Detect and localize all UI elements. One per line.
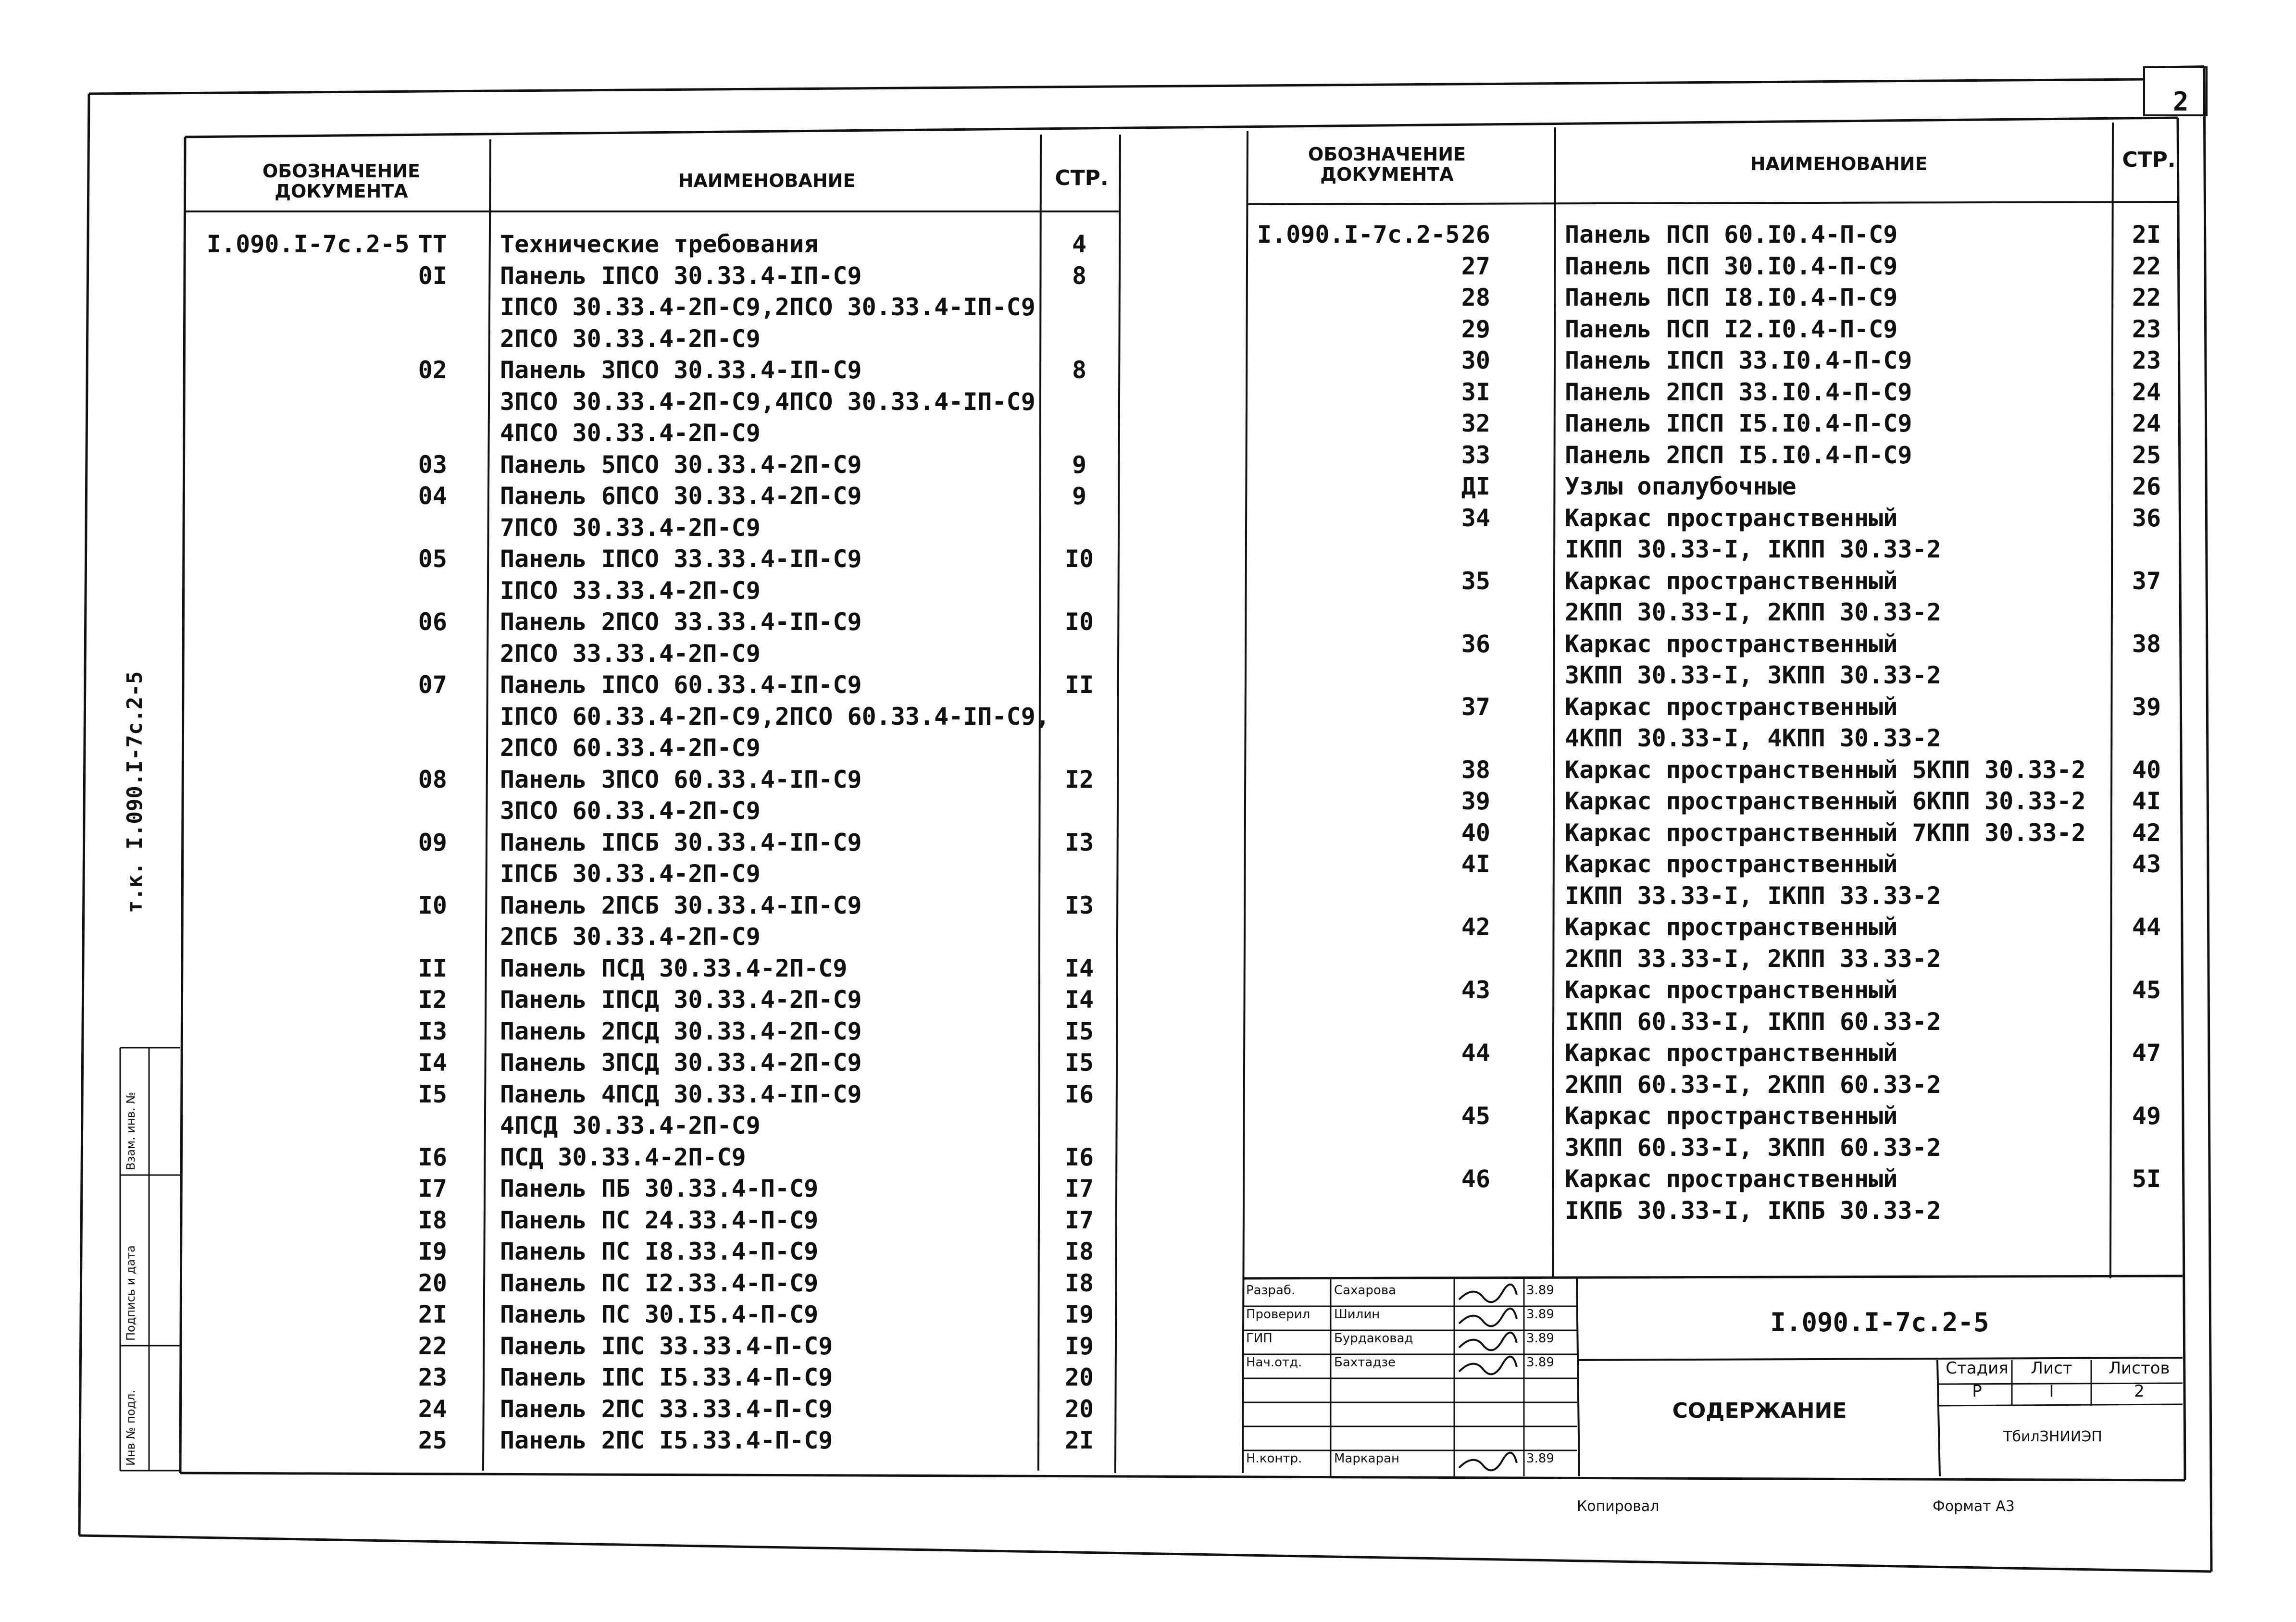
tb-role: ГИП [1246, 1331, 1273, 1346]
frame-line [2204, 66, 2211, 1572]
row-page: 8 [1072, 356, 1087, 384]
row-page: I9 [1064, 1300, 1094, 1328]
row-name: Панель 2ПСП I5.I0.4-П-С9 [1565, 441, 1912, 469]
row-page: 49 [2132, 1102, 2161, 1130]
row-page: 9 [1072, 450, 1087, 479]
row-name: Панель IПС 33.33.4-П-С9 [500, 1332, 833, 1360]
title-block-designation: I.090.I-7с.2-5 [1770, 1307, 1989, 1337]
row-name: 4ПСО 30.33.4-2П-С9 [500, 419, 761, 447]
row-name: Панель ПБ 30.33.4-П-С9 [500, 1175, 819, 1202]
row-code: I9 [418, 1238, 447, 1265]
row-code: I5 [418, 1080, 447, 1108]
row-page: 22 [2132, 284, 2161, 311]
frame-line [1577, 1278, 1579, 1476]
row-page: 20 [1064, 1395, 1094, 1423]
row-page: 22 [2132, 252, 2161, 280]
row-name: Панель 2ПС 33.33.4-П-С9 [500, 1395, 833, 1423]
row-page: I8 [1064, 1269, 1094, 1297]
row-page: I0 [1064, 608, 1094, 636]
row-code: ТТ [418, 230, 447, 258]
right-header-code: ОБОЗНАЧЕНИЕ ДОКУМЕНТА [1308, 144, 1466, 185]
frame-line [180, 1473, 2185, 1480]
frame-line [1038, 135, 1041, 1471]
row-code: 09 [418, 828, 447, 856]
row-code: 39 [1461, 787, 1490, 815]
row-code: 43 [1461, 976, 1490, 1004]
row-code: I6 [418, 1143, 447, 1171]
row-code: 08 [418, 765, 447, 793]
row-name: Панель 6ПСО 30.33.4-2П-С9 [500, 482, 862, 510]
row-name: Панель IПСБ 30.33.4-IП-С9 [500, 828, 862, 856]
row-name: 2КПП 33.33-I, 2КПП 33.33-2 [1565, 944, 1941, 973]
row-name: IПСО 60.33.4-2П-С9,2ПСО 60.33.4-IП-С9, [500, 702, 1050, 731]
row-code: 42 [1461, 913, 1490, 941]
row-code: 05 [418, 545, 447, 573]
frame-line [1243, 1276, 2183, 1278]
row-page: 9 [1072, 482, 1087, 510]
row-code: 03 [418, 450, 447, 479]
row-page: 5I [2132, 1165, 2161, 1193]
row-page: I6 [1064, 1080, 1094, 1108]
row-name: 2ПСО 30.33.4-2П-С9 [500, 324, 761, 353]
row-name: 3ПСО 60.33.4-2П-С9 [500, 797, 761, 825]
row-page: 43 [2132, 850, 2161, 878]
tb-name: Бурдаковад [1334, 1331, 1413, 1346]
row-name: Панель ПСП 30.I0.4-П-С9 [1565, 252, 1898, 280]
frame-line [180, 137, 185, 1473]
left-doc-code: I.090.I-7с.2-5 [207, 230, 410, 258]
row-page: 23 [2132, 347, 2161, 374]
stage-label: Стадия [1946, 1359, 2009, 1378]
footer-copied: Копировал [1577, 1498, 1660, 1515]
row-name: Каркас пространственный [1565, 630, 1898, 658]
row-name: Панель 3ПСО 60.33.4-IП-С9 [500, 765, 862, 793]
side-box-label: Взам. инв. № [124, 1092, 137, 1170]
row-name: Панель IПСО 33.33.4-IП-С9 [500, 545, 862, 573]
row-page: 24 [2132, 409, 2161, 437]
tb-name: Бахтадзе [1334, 1355, 1396, 1370]
row-page: I4 [1064, 986, 1094, 1014]
row-page: 20 [1064, 1363, 1094, 1391]
right-doc-code: I.090.I-7с.2-5 [1257, 221, 1460, 248]
row-code: 22 [418, 1332, 447, 1360]
title-block-title: СОДЕРЖАНИЕ [1672, 1399, 1847, 1423]
row-name: Каркас пространственный [1565, 693, 1898, 721]
tb-date: 3.89 [1526, 1451, 1554, 1466]
row-page: 4I [2132, 787, 2161, 815]
frame-line [1243, 131, 1248, 1473]
tb-role: Н.контр. [1246, 1451, 1302, 1466]
frame-line [79, 94, 89, 1535]
row-code: 23 [418, 1363, 447, 1391]
row-name: Панель 2ПС I5.33.4-П-С9 [500, 1426, 833, 1454]
sheets-value: 2 [2134, 1382, 2145, 1401]
row-page: 45 [2132, 976, 2161, 1004]
row-code: 04 [418, 482, 447, 510]
frame-line [185, 118, 2178, 137]
row-code: 02 [418, 356, 447, 384]
row-page: I3 [1064, 828, 1094, 856]
left-header-name: НАИМЕНОВАНИЕ [678, 170, 856, 191]
row-code: 27 [1461, 252, 1490, 280]
tb-role: Разраб. [1246, 1283, 1296, 1298]
row-name: Панель 2ПСП 33.I0.4-П-С9 [1565, 378, 1912, 406]
row-page: I3 [1064, 891, 1094, 919]
tb-date: 3.89 [1526, 1283, 1554, 1298]
frame-line [79, 1535, 2211, 1572]
side-label: т.к. I.090.I-7с.2-5 [123, 671, 147, 913]
row-code: II [418, 954, 447, 982]
row-page: 26 [2132, 472, 2161, 500]
row-name: ПСД 30.33.4-2П-С9 [500, 1143, 746, 1171]
row-name: Панель IПСП I5.I0.4-П-С9 [1565, 409, 1912, 437]
row-code: 29 [1461, 315, 1490, 343]
row-name: 3КПП 60.33-I, 3КПП 60.33-2 [1565, 1133, 1941, 1162]
row-name: Каркас пространственный 6КПП 30.33-2 [1565, 787, 2086, 815]
row-code: 24 [418, 1395, 447, 1423]
row-code: 32 [1461, 409, 1490, 437]
footer-format: Формат А3 [1933, 1498, 2015, 1515]
row-name: Панель 5ПСО 30.33.4-2П-С9 [500, 450, 862, 479]
frame-line [1248, 202, 2178, 204]
row-code: I8 [418, 1206, 447, 1234]
row-page: I8 [1064, 1238, 1094, 1265]
row-name: Панель IПС I5.33.4-П-С9 [500, 1363, 833, 1391]
right-header-page: СТР. [2122, 148, 2176, 172]
row-code: 2I [418, 1300, 447, 1328]
right-header-name: НАИМЕНОВАНИЕ [1750, 153, 1928, 174]
signature-mark [1459, 1285, 1517, 1302]
row-code: 30 [1461, 347, 1490, 374]
row-code: I7 [418, 1175, 447, 1202]
frame-line [1553, 127, 1555, 1278]
row-page: 2I [2132, 221, 2161, 248]
row-page: 25 [2132, 441, 2161, 469]
side-box-label: Инв № подл. [124, 1390, 137, 1466]
row-name: IКПП 33.33-I, IКПП 33.33-2 [1565, 881, 1941, 910]
row-code: 33 [1461, 441, 1490, 469]
row-code: 38 [1461, 755, 1490, 784]
row-name: Каркас пространственный [1565, 504, 1898, 532]
row-page: 23 [2132, 315, 2161, 343]
row-code: 06 [418, 608, 447, 636]
row-name: IКПП 60.33-I, IКПП 60.33-2 [1565, 1007, 1941, 1036]
row-name: Каркас пространственный [1565, 1165, 1898, 1193]
row-page: 40 [2132, 755, 2161, 784]
frame-line [1115, 135, 1120, 1473]
tb-role: Нач.отд. [1246, 1355, 1302, 1370]
frame-line [483, 139, 490, 1471]
tb-name: Сахарова [1334, 1283, 1397, 1298]
row-name: Каркас пространственный 5КПП 30.33-2 [1565, 755, 2086, 784]
row-name: 4ПСД 30.33.4-2П-С9 [500, 1112, 761, 1139]
row-name: 2КПП 30.33-I, 2КПП 30.33-2 [1565, 598, 1941, 626]
tb-date: 3.89 [1526, 1355, 1554, 1370]
row-code: I2 [418, 986, 447, 1014]
stage-value: Р [1972, 1382, 1982, 1401]
row-page: 39 [2132, 693, 2161, 721]
row-page: 24 [2132, 378, 2161, 406]
row-code: 34 [1461, 504, 1490, 532]
row-code: 28 [1461, 284, 1490, 311]
row-name: IПСБ 30.33.4-2П-С9 [500, 860, 761, 888]
row-name: Панель 4ПСД 30.33.4-IП-С9 [500, 1080, 862, 1108]
frame-line [89, 79, 2144, 94]
row-code: 26 [1461, 221, 1490, 248]
row-name: Каркас пространственный [1565, 913, 1898, 941]
row-name: Панель IПСО 30.33.4-IП-С9 [500, 261, 862, 290]
row-code: I4 [418, 1049, 447, 1077]
row-name: 2ПСО 60.33.4-2П-С9 [500, 734, 761, 762]
row-code: 25 [418, 1426, 447, 1454]
row-name: Панель IПСД 30.33.4-2П-С9 [500, 986, 862, 1014]
row-page: I5 [1064, 1017, 1094, 1045]
row-code: 4I [1461, 850, 1490, 878]
sheet-number: 2 [2173, 87, 2189, 117]
row-name: Панель ПС 30.I5.4-П-С9 [500, 1300, 819, 1328]
row-page: I9 [1064, 1332, 1094, 1360]
row-name: 3КПП 30.33-I, 3КПП 30.33-2 [1565, 661, 1941, 689]
row-name: Панель IПСО 60.33.4-IП-С9 [500, 671, 862, 699]
row-code: 0I [418, 261, 447, 290]
row-page: II [1064, 671, 1094, 699]
side-box-label: Подпись и дата [124, 1245, 137, 1341]
row-name: IКПБ 30.33-I, IКПБ 30.33-2 [1565, 1196, 1941, 1225]
row-name: IПСО 30.33.4-2П-С9,2ПСО 30.33.4-IП-С9 [500, 293, 1036, 321]
row-name: 3ПСО 30.33.4-2П-С9,4ПСО 30.33.4-IП-С9 [500, 387, 1036, 416]
row-name: 2ПСО 33.33.4-2П-С9 [500, 639, 761, 668]
sheet-label: Лист [2031, 1359, 2072, 1378]
row-name: Панель 2ПСБ 30.33.4-IП-С9 [500, 891, 862, 919]
row-page: 37 [2132, 567, 2161, 595]
row-code: 07 [418, 671, 447, 699]
tb-role: Проверил [1246, 1307, 1310, 1322]
signature-mark [1459, 1333, 1517, 1350]
sheet-value: I [2049, 1382, 2054, 1401]
row-name: Панель IПСП 33.I0.4-П-С9 [1565, 347, 1912, 374]
row-name: Каркас пространственный 7КПП 30.33-2 [1565, 818, 2086, 847]
row-name: Панель 2ПСО 33.33.4-IП-С9 [500, 608, 862, 636]
row-name: Панель 3ПСД 30.33.4-2П-С9 [500, 1049, 862, 1077]
row-name: Каркас пространственный [1565, 1039, 1898, 1067]
row-page: 38 [2132, 630, 2161, 658]
row-code: 3I [1461, 378, 1490, 406]
row-code: 37 [1461, 693, 1490, 721]
tb-date: 3.89 [1526, 1331, 1554, 1346]
row-code: I3 [418, 1017, 447, 1045]
row-page: 47 [2132, 1039, 2161, 1067]
row-name: 2КПП 60.33-I, 2КПП 60.33-2 [1565, 1070, 1941, 1099]
row-code: 40 [1461, 818, 1490, 847]
sheets-label: Листов [2109, 1359, 2170, 1378]
row-page: 2I [1064, 1426, 1094, 1454]
row-page: 42 [2132, 818, 2161, 847]
row-name: IКПП 30.33-I, IКПП 30.33-2 [1565, 535, 1941, 563]
row-code: 36 [1461, 630, 1490, 658]
row-name: Панель 3ПСО 30.33.4-IП-С9 [500, 356, 862, 384]
row-name: 2ПСБ 30.33.4-2П-С9 [500, 923, 761, 951]
row-code: 45 [1461, 1102, 1490, 1130]
row-code: 20 [418, 1269, 447, 1297]
tb-name: Маркаран [1334, 1451, 1399, 1466]
left-header-code: ОБОЗНАЧЕНИЕ ДОКУМЕНТА [262, 161, 420, 202]
tb-date: 3.89 [1526, 1307, 1554, 1322]
row-name: Панель ПС I8.33.4-П-С9 [500, 1238, 819, 1265]
signature-mark [1459, 1357, 1517, 1374]
row-name: Каркас пространственный [1565, 850, 1898, 878]
row-name: Панель ПС I2.33.4-П-С9 [500, 1269, 819, 1297]
row-page: I7 [1064, 1206, 1094, 1234]
row-name: Каркас пространственный [1565, 1102, 1898, 1130]
row-name: 4КПП 30.33-I, 4КПП 30.33-2 [1565, 724, 1941, 752]
row-code: 35 [1461, 567, 1490, 595]
row-name: Панель ПСД 30.33.4-2П-С9 [500, 954, 848, 982]
row-name: Панель ПСП I8.I0.4-П-С9 [1565, 284, 1898, 311]
signature-mark [1459, 1309, 1517, 1326]
row-page: I6 [1064, 1143, 1094, 1171]
row-name: Технические требования [500, 230, 819, 258]
row-name: Панель ПСП I2.I0.4-П-С9 [1565, 315, 1898, 343]
row-name: IПСО 33.33.4-2П-С9 [500, 576, 761, 605]
row-code: ДI [1461, 472, 1490, 500]
row-page: 8 [1072, 261, 1087, 290]
row-page: I4 [1064, 954, 1094, 982]
row-page: I2 [1064, 765, 1094, 793]
frame-line [1577, 1358, 2183, 1360]
left-header-page: СТР. [1055, 166, 1109, 190]
frame-line [2110, 123, 2113, 1278]
row-code: 46 [1461, 1165, 1490, 1193]
row-page: 44 [2132, 913, 2161, 941]
row-page: 4 [1072, 230, 1087, 258]
signature-mark [1459, 1453, 1517, 1471]
row-name: Панель ПС 24.33.4-П-С9 [500, 1206, 819, 1234]
frame-line [1937, 1404, 2183, 1406]
row-name: Панель 2ПСД 30.33.4-2П-С9 [500, 1017, 862, 1045]
row-page: I5 [1064, 1049, 1094, 1077]
row-name: Панель ПСП 60.I0.4-П-С9 [1565, 221, 1898, 248]
row-page: I7 [1064, 1175, 1094, 1202]
tb-name: Шилин [1334, 1307, 1380, 1322]
row-name: Каркас пространственный [1565, 976, 1898, 1004]
row-page: 36 [2132, 504, 2161, 532]
organization: ТбилЗНИИЭП [2003, 1428, 2102, 1445]
row-page: I0 [1064, 545, 1094, 573]
row-code: I0 [418, 891, 447, 919]
row-name: Каркас пространственный [1565, 567, 1898, 595]
frame-line [1937, 1360, 1940, 1476]
row-name: Узлы опалубочные [1565, 472, 1797, 500]
row-code: 44 [1461, 1039, 1490, 1067]
row-name: 7ПСО 30.33.4-2П-С9 [500, 513, 761, 542]
